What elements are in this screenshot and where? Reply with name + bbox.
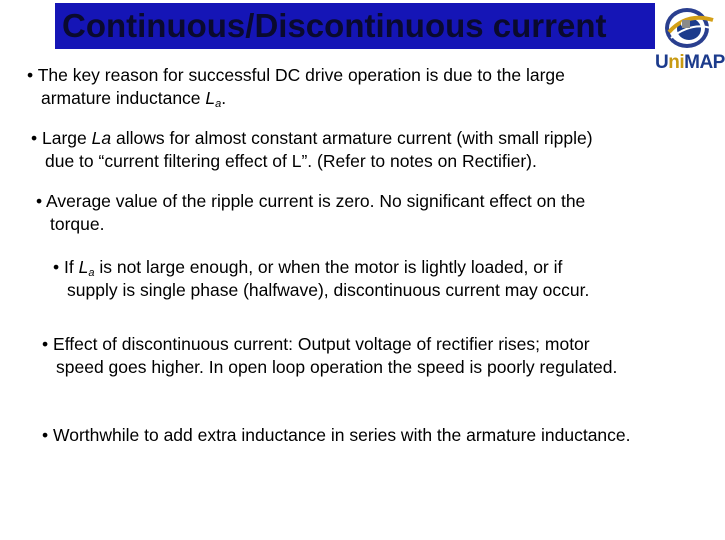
unimap-logo	[655, 2, 725, 78]
bullet-dc-drive-reason: • The key reason for successful DC drive operation is due to the large armature inductance $L_a$.	[27, 65, 565, 110]
bullet-ripple-average: • Average value of the ripple current is zero. No significant effect on the torque.	[36, 191, 586, 234]
bullet-extra-inductance: • Worthwhile to add extra inductance in series with the armature inductance.	[42, 425, 631, 445]
logo-wordmark: UniMAP	[655, 52, 725, 73]
slide-title: Continuous/Discontinuous current	[62, 7, 607, 44]
bullet-discontinuous-occurs: • If $L_a$ is not large enough, or when the motor is lightly loaded, or if supply is single phase (halfwave), discontinuous current may occur.	[53, 257, 590, 300]
unimap-globe-logo-icon	[655, 2, 719, 52]
bullet-effect-discontinuous: • Effect of discontinuous current: Output voltage of rectifier rises; motor speed goes higher. In open loop operation the speed is poorly regulated.	[42, 334, 618, 377]
bullet-large-la: • Large La allows for almost constant armature current (with small ripple) due to “current filtering effect of L”. (Refer to notes on Rectifier).	[31, 128, 593, 171]
